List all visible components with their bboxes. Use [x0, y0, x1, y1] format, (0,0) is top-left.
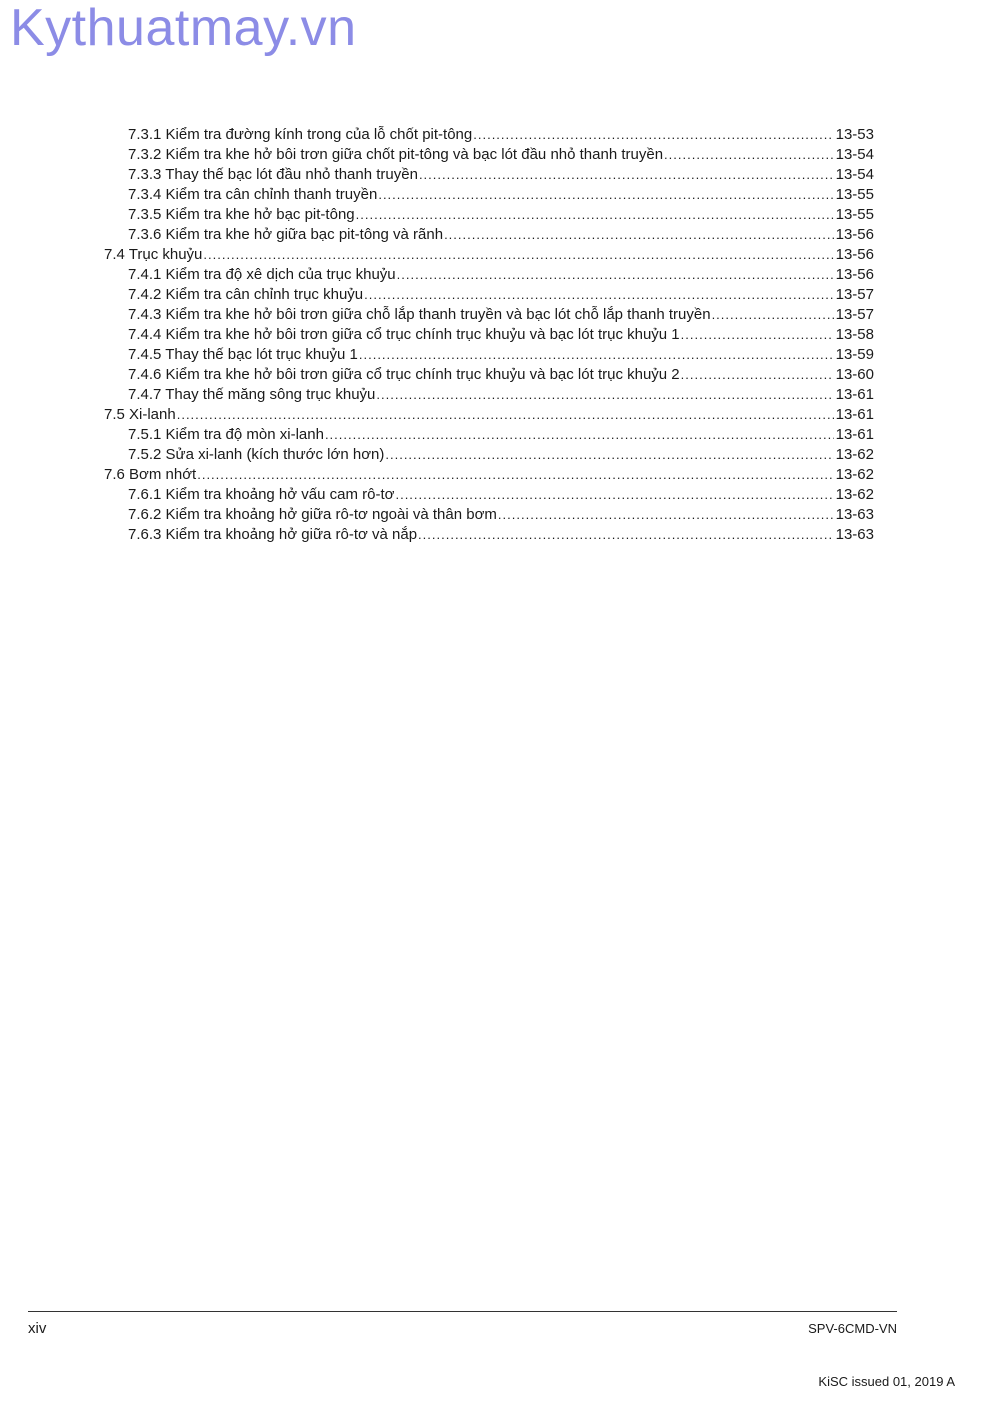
toc-leader-dots: [177, 405, 834, 425]
toc-entry[interactable]: [104, 345, 874, 365]
toc-entry[interactable]: [104, 465, 874, 485]
toc-entry-title: 7.3.5 Kiểm tra khe hở bạc pit-tông: [128, 206, 355, 223]
table-of-contents: [104, 125, 874, 545]
toc-leader-dots: [364, 285, 834, 305]
toc-leader-dots: [395, 485, 833, 505]
toc-entry-title: 7.4 Trục khuỷu: [104, 246, 203, 263]
toc-entry-page: 13-63: [835, 506, 874, 523]
toc-entry[interactable]: [104, 365, 874, 385]
toc-entry-title: 7.6.2 Kiểm tra khoảng hở giữa rô-tơ ngoài và thân bơm: [128, 506, 497, 523]
page-number: xiv: [28, 1320, 47, 1337]
toc-entry[interactable]: [104, 505, 874, 525]
toc-entry-title: 7.3.3 Thay thế bạc lót đầu nhỏ thanh truyền: [128, 166, 418, 183]
toc-entry-page: 13-54: [835, 166, 874, 183]
toc-entry-page: 13-56: [835, 246, 874, 263]
toc-entry[interactable]: [104, 325, 874, 345]
footer-divider: [28, 1311, 897, 1312]
toc-entry-page: 13-61: [835, 386, 874, 403]
toc-entry[interactable]: [104, 285, 874, 305]
toc-leader-dots: [356, 205, 834, 225]
toc-entry-page: 13-55: [835, 186, 874, 203]
toc-entry[interactable]: [104, 125, 874, 145]
toc-entry[interactable]: [104, 185, 874, 205]
toc-entry-title: 7.4.4 Kiểm tra khe hở bôi trơn giữa cổ trục chính trục khuỷu và bạc lót trục khuỷu 1: [128, 326, 680, 343]
toc-entry-page: 13-55: [835, 206, 874, 223]
toc-entry-title: 7.4.1 Kiểm tra độ xê dịch của trục khuỷu: [128, 266, 396, 283]
toc-entry-title: 7.4.7 Thay thế măng sông trục khuỷu: [128, 386, 376, 403]
toc-leader-dots: [712, 305, 834, 325]
toc-leader-dots: [473, 125, 833, 145]
document-code: SPV-6CMD-VN: [808, 1321, 897, 1336]
toc-leader-dots: [203, 245, 833, 265]
toc-entry[interactable]: [104, 525, 874, 545]
toc-entry-page: 13-57: [835, 306, 874, 323]
toc-entry[interactable]: [104, 165, 874, 185]
toc-leader-dots: [197, 465, 833, 485]
toc-entry-page: 13-60: [835, 366, 874, 383]
toc-entry[interactable]: [104, 305, 874, 325]
toc-leader-dots: [359, 345, 834, 365]
toc-entry-title: 7.6.3 Kiểm tra khoảng hở giữa rô-tơ và nắp: [128, 526, 418, 543]
toc-leader-dots: [444, 225, 834, 245]
toc-entry[interactable]: [104, 425, 874, 445]
toc-entry-page: 13-53: [835, 126, 874, 143]
toc-leader-dots: [325, 425, 834, 445]
toc-entry[interactable]: [104, 225, 874, 245]
toc-leader-dots: [385, 445, 833, 465]
toc-entry-title: 7.6.1 Kiểm tra khoảng hở vấu cam rô-tơ: [128, 486, 395, 503]
toc-entry-page: 13-62: [835, 486, 874, 503]
toc-entry-page: 13-59: [835, 346, 874, 363]
toc-entry-page: 13-62: [835, 446, 874, 463]
toc-entry-title: 7.4.2 Kiểm tra cân chỉnh trục khuỷu: [128, 286, 364, 303]
toc-entry-title: 7.5.1 Kiểm tra độ mòn xi-lanh: [128, 426, 324, 443]
toc-entry-page: 13-57: [835, 286, 874, 303]
toc-entry-page: 13-63: [835, 526, 874, 543]
toc-leader-dots: [378, 185, 833, 205]
toc-leader-dots: [498, 505, 834, 525]
toc-entry[interactable]: [104, 245, 874, 265]
toc-entry-title: 7.4.3 Kiểm tra khe hở bôi trơn giữa chỗ lắp thanh truyền và bạc lót chỗ lắp thanh truyền: [128, 306, 711, 323]
toc-entry-title: 7.3.2 Kiểm tra khe hở bôi trơn giữa chốt pit-tông và bạc lót đầu nhỏ thanh truyền: [128, 146, 664, 163]
toc-leader-dots: [397, 265, 834, 285]
toc-entry-title: 7.6 Bơm nhớt: [104, 466, 197, 483]
toc-entry[interactable]: [104, 405, 874, 425]
toc-leader-dots: [664, 145, 834, 165]
toc-entry-page: 13-56: [835, 226, 874, 243]
toc-entry[interactable]: [104, 205, 874, 225]
watermark-logo: Kythuatmay.vn: [10, 0, 357, 57]
toc-entry[interactable]: [104, 385, 874, 405]
toc-entry[interactable]: [104, 145, 874, 165]
toc-entry-title: 7.4.5 Thay thế bạc lót trục khuỷu 1: [128, 346, 358, 363]
toc-entry[interactable]: [104, 485, 874, 505]
toc-entry-title: 7.4.6 Kiểm tra khe hở bôi trơn giữa cổ trục chính trục khuỷu và bạc lót trục khuỷu 2: [128, 366, 680, 383]
toc-entry-page: 13-58: [835, 326, 874, 343]
toc-leader-dots: [376, 385, 833, 405]
toc-entry-page: 13-61: [835, 426, 874, 443]
toc-entry[interactable]: [104, 265, 874, 285]
issue-note: KiSC issued 01, 2019 A: [818, 1374, 955, 1389]
toc-entry-page: 13-56: [835, 266, 874, 283]
toc-leader-dots: [681, 325, 834, 345]
toc-entry-page: 13-54: [835, 146, 874, 163]
toc-entry[interactable]: [104, 445, 874, 465]
toc-entry-title: 7.5.2 Sửa xi-lanh (kích thước lớn hơn): [128, 446, 385, 463]
toc-leader-dots: [418, 525, 834, 545]
toc-leader-dots: [681, 365, 834, 385]
toc-entry-title: 7.3.6 Kiểm tra khe hở giữa bạc pit-tông và rãnh: [128, 226, 444, 243]
toc-entry-title: 7.3.1 Kiểm tra đường kính trong của lỗ chốt pit-tông: [128, 126, 473, 143]
toc-entry-page: 13-62: [835, 466, 874, 483]
toc-entry-title: 7.3.4 Kiểm tra cân chỉnh thanh truyền: [128, 186, 378, 203]
toc-entry-page: 13-61: [835, 406, 874, 423]
toc-entry-title: 7.5 Xi-lanh: [104, 406, 176, 423]
toc-leader-dots: [419, 165, 834, 185]
